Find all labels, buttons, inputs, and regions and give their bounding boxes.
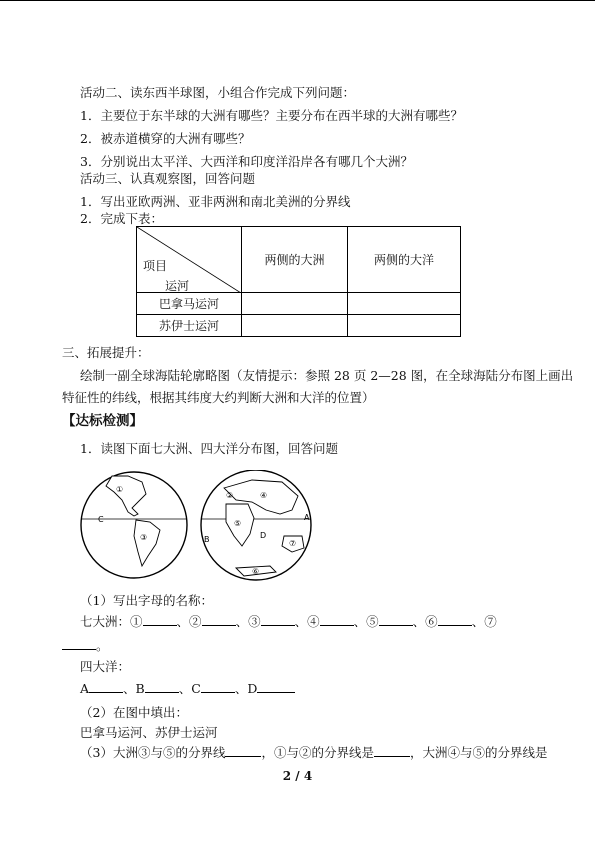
map-label-1: ① bbox=[116, 485, 124, 494]
separator: 、 bbox=[234, 681, 248, 696]
table-header-oceans: 两侧的大洋 bbox=[348, 227, 461, 293]
activity2-q2: 2．被赤道横穿的大洲有哪些？ bbox=[80, 131, 251, 146]
test-q1: 1．读图下面七大洲、四大洋分布图，回答问题 bbox=[80, 441, 338, 456]
map-label-D: D bbox=[260, 531, 267, 540]
separator: 、 bbox=[471, 614, 485, 629]
oceans-line bbox=[80, 681, 295, 697]
q3-text-b: ，①与②的分界线是 bbox=[261, 745, 374, 760]
hemisphere-map-svg bbox=[76, 470, 316, 582]
map-label-2: ② bbox=[226, 491, 234, 500]
ocean-mark-D: D bbox=[247, 681, 258, 696]
map-label-B: B bbox=[204, 535, 210, 544]
separator: 、 bbox=[235, 614, 249, 629]
answer-blank[interactable] bbox=[145, 681, 179, 693]
answer-blank[interactable] bbox=[379, 614, 413, 626]
table-cell-empty[interactable] bbox=[348, 293, 461, 315]
oceans-label: 四大洋： bbox=[80, 659, 131, 674]
answer-blank[interactable] bbox=[320, 614, 354, 626]
activity2-q1: 1．主要位于东半球的大洲有哪些？主要分布在西半球的大洲有哪些？ bbox=[80, 108, 463, 123]
answer-blank[interactable] bbox=[89, 681, 123, 693]
map-label-6: ⑥ bbox=[252, 567, 260, 576]
q3-text-c: ，大洲④与⑤的分界线是 bbox=[409, 745, 548, 760]
table-row-panama: 巴拿马运河 bbox=[137, 293, 242, 315]
table-cell-empty[interactable] bbox=[242, 315, 348, 337]
activity3-heading: 活动三、认真观察图，回答问题 bbox=[80, 171, 256, 186]
section3-line2: 特征性的纬线，根据其纬度大约判断大洲和大洋的位置） bbox=[62, 390, 375, 405]
answer-blank[interactable] bbox=[257, 681, 295, 693]
corner-top-label: 项目 bbox=[143, 259, 168, 273]
ocean-mark-B: B bbox=[135, 681, 145, 696]
section3-heading: 三、拓展提升： bbox=[62, 345, 150, 360]
table-cell-empty[interactable] bbox=[348, 315, 461, 337]
separator: 、 bbox=[294, 614, 308, 629]
end-mark: 。 bbox=[96, 638, 109, 653]
section3-line1: 绘制一副全球海陆轮廓略图（友情提示：参照 28 页 2—28 图，在全球海陆分布图上画出 bbox=[80, 368, 574, 383]
separator: 、 bbox=[123, 681, 136, 696]
mark-3: ③ bbox=[248, 614, 261, 629]
separator: 、 bbox=[178, 681, 192, 696]
answer-blank[interactable] bbox=[201, 681, 235, 693]
separator: 、 bbox=[353, 614, 367, 629]
answer-blank[interactable] bbox=[225, 745, 261, 757]
answer-blank[interactable] bbox=[374, 745, 410, 757]
table-row-suez: 苏伊士运河 bbox=[137, 315, 242, 337]
table-header-continents: 两侧的大洲 bbox=[242, 227, 348, 293]
answer-blank[interactable] bbox=[261, 614, 295, 626]
separator: 、 bbox=[412, 614, 426, 629]
map-label-7: ⑦ bbox=[289, 539, 297, 548]
world-hemisphere-map bbox=[76, 470, 316, 586]
q3-text-a: （3）大洲③与⑤的分界线 bbox=[80, 745, 226, 760]
activity3-q2: 2．完成下表： bbox=[80, 211, 163, 226]
continents-prefix: 七大洲： bbox=[80, 614, 131, 629]
table-cell-empty[interactable] bbox=[242, 293, 348, 315]
ocean-mark-C: C bbox=[191, 681, 201, 696]
ocean-mark-A: A bbox=[80, 681, 90, 696]
map-label-A: A bbox=[304, 513, 310, 522]
activity2-q3: 3．分别说出太平洋、大西洋和印度洋沿岸各有哪几个大洲？ bbox=[80, 154, 413, 169]
page-number: 2 / 4 bbox=[282, 769, 313, 783]
mark-2: ② bbox=[189, 614, 202, 629]
continents-line-wrap bbox=[62, 638, 109, 654]
answer-blank[interactable] bbox=[202, 614, 236, 626]
canal-table bbox=[136, 226, 461, 337]
continents-line bbox=[80, 614, 497, 630]
answer-blank[interactable] bbox=[143, 614, 177, 626]
map-label-C: C bbox=[98, 515, 104, 524]
map-label-4: ④ bbox=[260, 491, 268, 500]
mark-6: ⑥ bbox=[425, 614, 438, 629]
mark-7: ⑦ bbox=[484, 614, 497, 629]
mark-1: ① bbox=[130, 614, 143, 629]
answer-blank[interactable] bbox=[62, 638, 96, 650]
header-rule bbox=[0, 0, 595, 1]
map-label-3: ③ bbox=[140, 533, 148, 542]
mark-5: ⑤ bbox=[366, 614, 379, 629]
corner-bottom-label: 运河 bbox=[165, 279, 190, 293]
activity2-heading: 活动二、读东西半球图，小组合作完成下列问题： bbox=[80, 85, 356, 100]
q-part2-items: 巴拿马运河、苏伊士运河 bbox=[80, 725, 218, 740]
separator: 、 bbox=[176, 614, 190, 629]
map-label-5: ⑤ bbox=[234, 519, 242, 528]
answer-blank[interactable] bbox=[438, 614, 472, 626]
q-part1: （1）写出字母的名称： bbox=[80, 593, 213, 608]
test-title: 【达标检测】 bbox=[62, 413, 143, 429]
q-part3 bbox=[80, 745, 548, 761]
mark-4: ④ bbox=[307, 614, 320, 629]
table-corner-cell bbox=[137, 227, 242, 293]
activity3-q1: 1．写出亚欧两洲、亚非两洲和南北美洲的分界线 bbox=[80, 194, 351, 209]
q-part2: （2）在图中填出： bbox=[80, 705, 188, 720]
